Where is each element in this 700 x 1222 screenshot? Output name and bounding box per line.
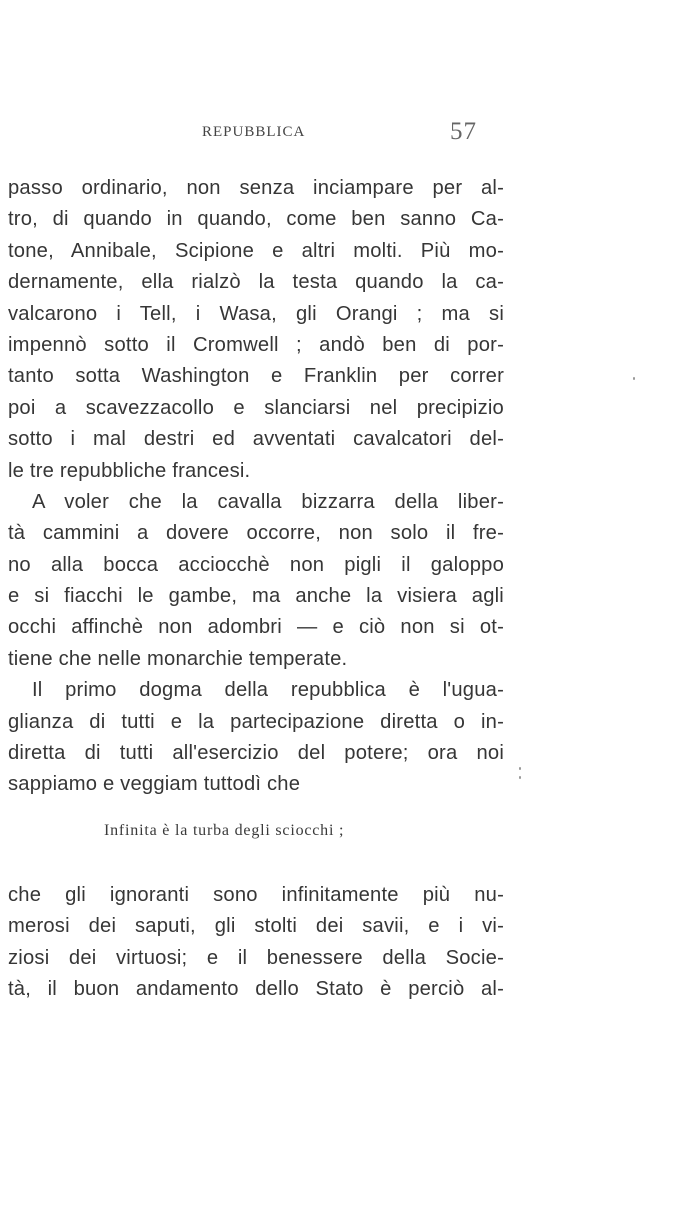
body-text-lower — [8, 880, 504, 1006]
text-line: impennò sotto il Cromwell ; andò ben di por- — [8, 333, 504, 356]
text-line: poi a scavezzacollo e slanciarsi nel precipizio — [8, 396, 504, 419]
text-line: tro, di quando in quando, come ben sanno Ca- — [8, 208, 504, 231]
text-line: no alla bocca acciocchè non pigli il galoppo — [8, 553, 504, 576]
text-line: le tre repubbliche francesi. — [8, 459, 251, 482]
text-line: A voler che la cavalla bizzarra della liber- — [32, 490, 504, 513]
text-line: tà, il buon andamento dello Stato è perciò al- — [8, 978, 504, 1001]
text-line: valcarono i Tell, i Wasa, gli Orangi ; ma si — [8, 302, 504, 325]
text-line: sotto i mal destri ed avventati cavalcatori del- — [8, 428, 504, 451]
text-line: diretta di tutti all'esercizio del potere; ora noi — [8, 742, 504, 765]
text-line: occhi affinchè non adombri — e ciò non si ot- — [8, 616, 504, 639]
text-line: che gli ignoranti sono infinitamente più nu- — [8, 884, 504, 906]
text-line: Il primo dogma della repubblica è l'ugua- — [32, 679, 504, 702]
running-title: REPUBBLICA — [202, 124, 306, 140]
paper-speck — [519, 767, 521, 770]
text-line: e si fiacchi le gambe, ma anche la visiera agli — [8, 585, 504, 608]
text-line: ziosi dei virtuosi; e il benessere della Socie- — [8, 946, 504, 969]
text-line: dernamente, ella rialzò la testa quando la ca- — [8, 271, 504, 294]
text-line: sappiamo e veggiam tuttodì che — [8, 773, 301, 796]
verse-quotation: Infinita è la turba degli sciocchi ; — [104, 822, 345, 839]
paper-speck — [633, 377, 635, 380]
text-line: tà cammini a dovere occorre, non solo il fre- — [8, 522, 504, 545]
page-number: 57 — [450, 118, 477, 145]
text-line: merosi dei saputi, gli stolti dei savii, e i vi- — [8, 915, 504, 938]
text-line: passo ordinario, non senza inciampare per al- — [8, 177, 504, 199]
running-head — [0, 118, 700, 152]
text-line: tone, Annibale, Scipione e altri molti. Più mo- — [8, 239, 504, 262]
paper-speck — [519, 776, 521, 779]
text-line: tanto sotta Washington e Franklin per correr — [8, 365, 504, 388]
body-text-upper — [8, 173, 504, 801]
text-line: tiene che nelle monarchie temperate. — [8, 647, 348, 670]
text-line: glianza di tutti e la partecipazione diretta o in- — [8, 710, 504, 733]
